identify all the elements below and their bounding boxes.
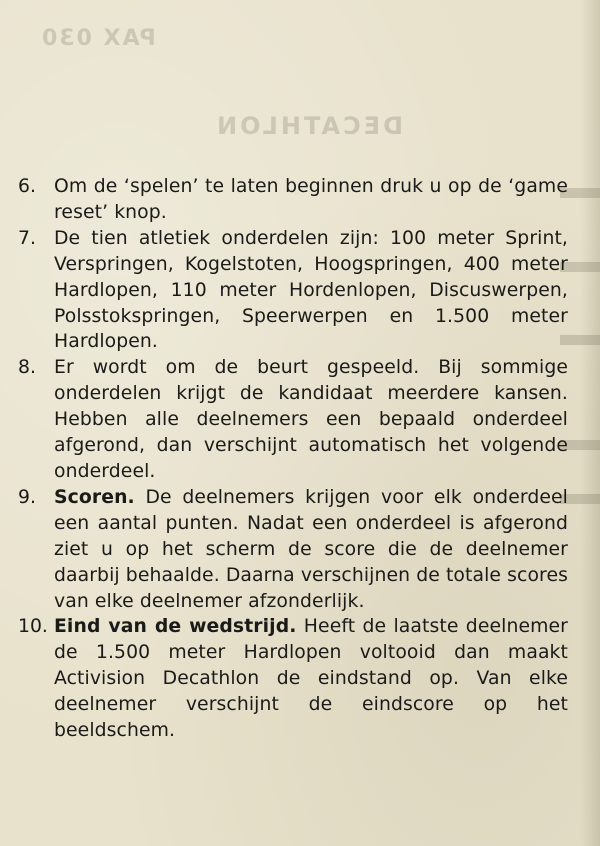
bleedthrough-code: PAX 030 [40,26,156,51]
instruction-list [18,174,568,744]
item-heading: Eind van de wedstrijd. [54,616,297,638]
item-body: Er wordt om de beurt gespeeld. Bij sommige onderdelen krijgt de kandidaat meerdere kansen. Hebben alle deelnemers een bepaald onderdeel afgerond, dan verschijnt automatisch het volgende onderdeel. [54,357,568,482]
list-item [18,355,568,485]
item-number: 7. [18,227,36,249]
item-heading: Scoren. [54,486,135,508]
item-number: 10. [18,616,48,638]
item-text [54,226,568,356]
item-number: 6. [18,176,36,197]
list-item [18,226,568,356]
item-body: Om de ‘spelen’ te laten beginnen druk u op de ‘game reset’ knop. [54,176,568,223]
list-item [18,174,568,226]
item-text [54,174,568,226]
item-number: 9. [18,486,36,508]
list-item [18,485,568,615]
item-text [54,355,568,485]
item-text [54,614,568,744]
page-edge-shadow [580,0,600,846]
item-body: Heeft de laatste deelnemer de 1.500 meter Hardlopen voltooid dan maakt Activision Decathlon de eindstand op. Van elke deelnemer verschijnt de eindscore op het beeldschem. [54,616,568,742]
item-body: De deelnemers krijgen voor elk onderdeel een aantal punten. Nadat een onderdeel is afgerond ziet u op het scherm de score die de deelnemer daarbij behaalde. Daarna verschijnen de totale scores van elke deelnemer afzonderlijk. [54,486,568,612]
item-body: De tien atletiek onderdelen zijn: 100 meter Sprint, Verspringen, Kogelstoten, Hoogspringen, 400 meter Hardlopen, 110 meter Hordenlopen, Discuswerpen, Polsstokspringen, Speerwerpen en 1.500 meter Hardlopen. [54,227,568,353]
list-item [18,614,568,744]
item-text [54,485,568,615]
bleedthrough-title: DECATHLON [214,112,404,140]
item-number: 8. [18,357,36,379]
